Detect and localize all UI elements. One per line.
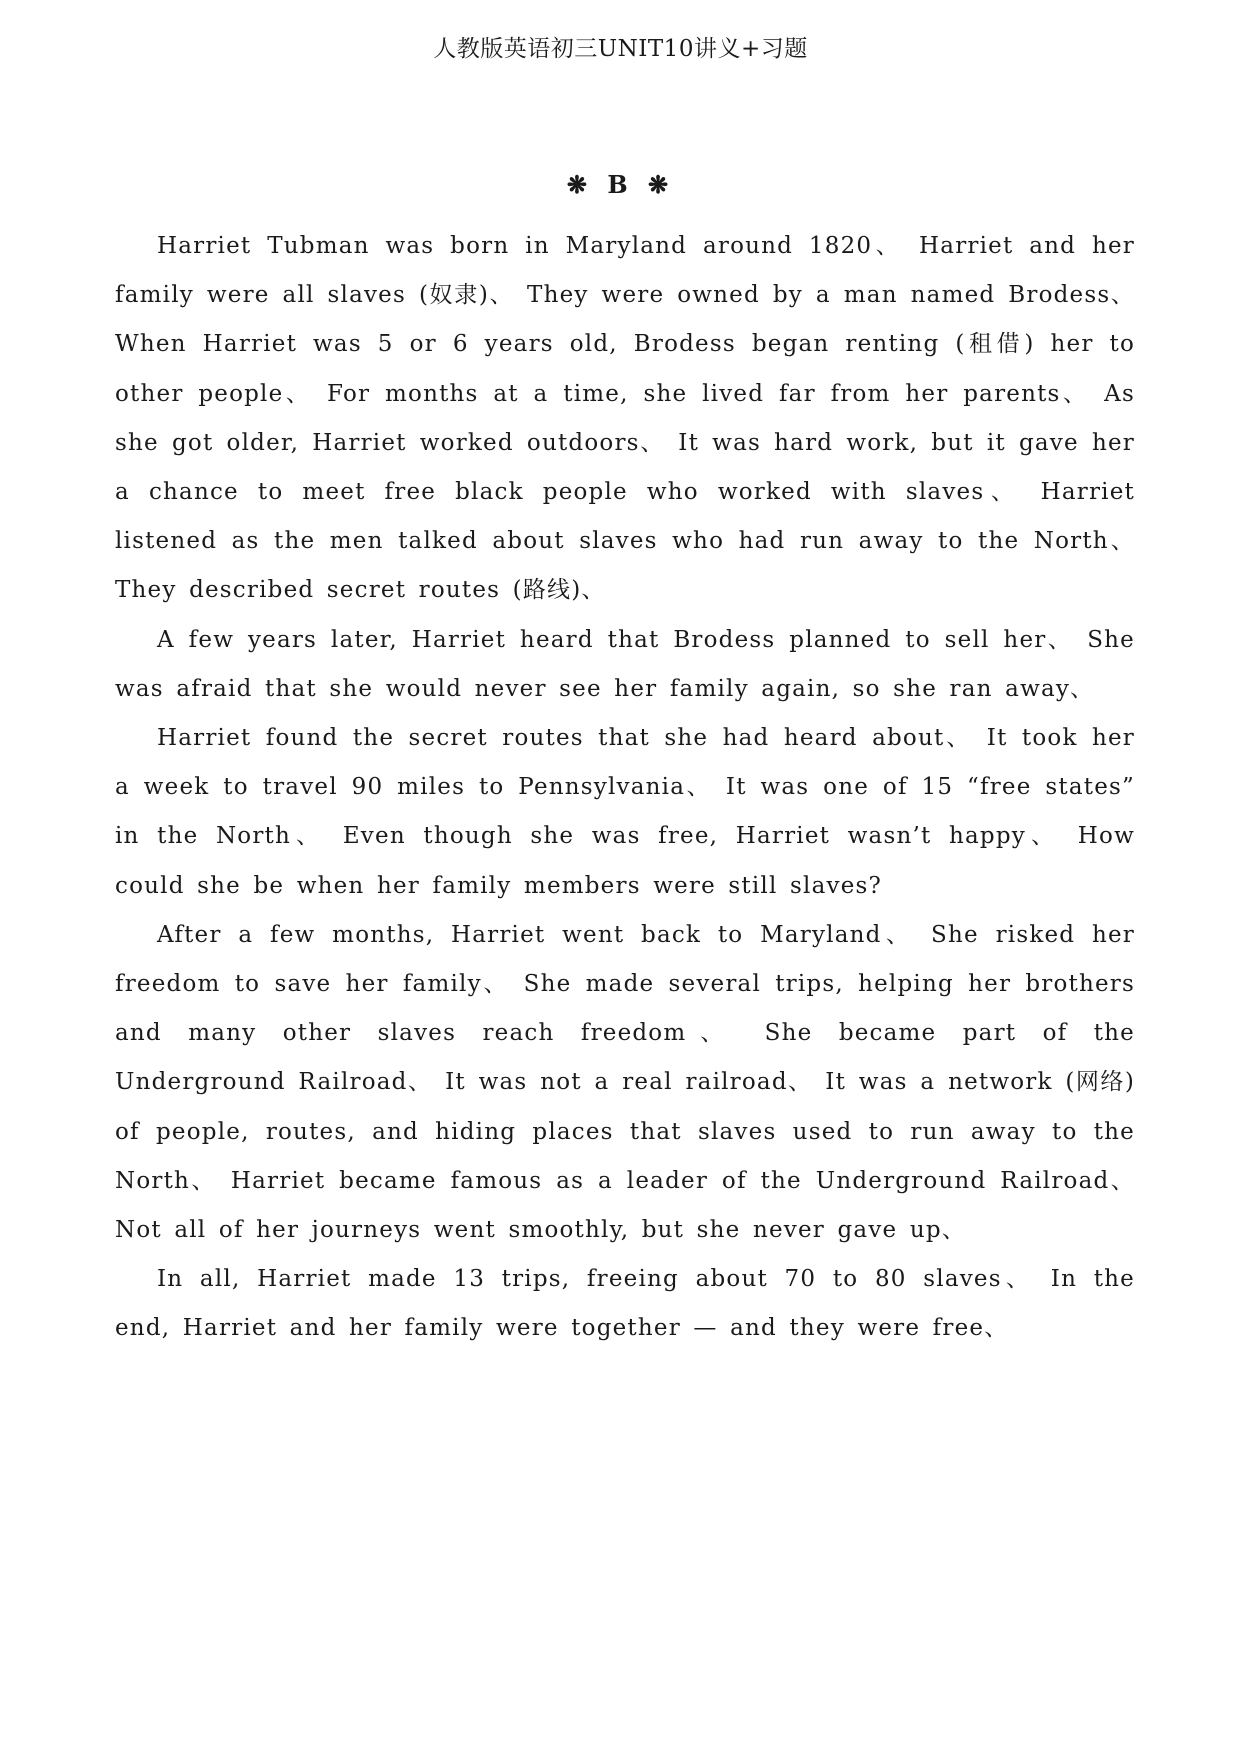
passage bbox=[115, 222, 1135, 1354]
paragraph-5: In all, Harriet made 13 trips, freeing about 70 to 80 slaves、 In the end, Harriet and her family were together — and they were free、 bbox=[115, 1266, 1135, 1342]
paragraph-3: Harriet found the secret routes that she had heard about、 It took her a week to travel 90 miles to Pennsylvania、 It was one of 15 “free states” in the North、 Even though she was free, Harriet wasn’t happy、 How could she be when her family members were still slaves? bbox=[115, 725, 1135, 899]
paragraph-4: After a few months, Harriet went back to Maryland、 She risked her freedom to save her family、 She made several trips, helping her brothers and many other slaves reach freedom、 She became part of the Underground Railroad、 It was not a real railroad、 It was a network (网络) of people, routes, and hiding places that slaves used to run away to the North、 Harriet became famous as a leader of the Underground Railroad、 Not all of her journeys went smoothly, but she never gave up、 bbox=[115, 921, 1135, 1244]
paragraph-2: A few years later, Harriet heard that Brodess planned to sell her、 She was afraid that she would never see her family again, so she ran away、 bbox=[115, 626, 1135, 702]
section-title: ❋ B ❋ bbox=[566, 170, 675, 199]
page-header: 人教版英语初三UNIT10讲义+习题 bbox=[433, 36, 808, 62]
paragraph-1: Harriet Tubman was born in Maryland around 1820、 Harriet and her family were all slaves (奴隶)、 They were owned by a man named Brodess、 When Harriet was 5 or 6 years old, Brodess began renting (租借) her to other people、 For months at a time, she lived far from her parents、 As she got older, Harriet worked outdoors、 It was hard work, but it gave her a chance to meet free black people who worked with slaves、 Harriet listened as the men talked about slaves who had run away to the North、 They described secret routes (路线)、 bbox=[115, 233, 1135, 604]
